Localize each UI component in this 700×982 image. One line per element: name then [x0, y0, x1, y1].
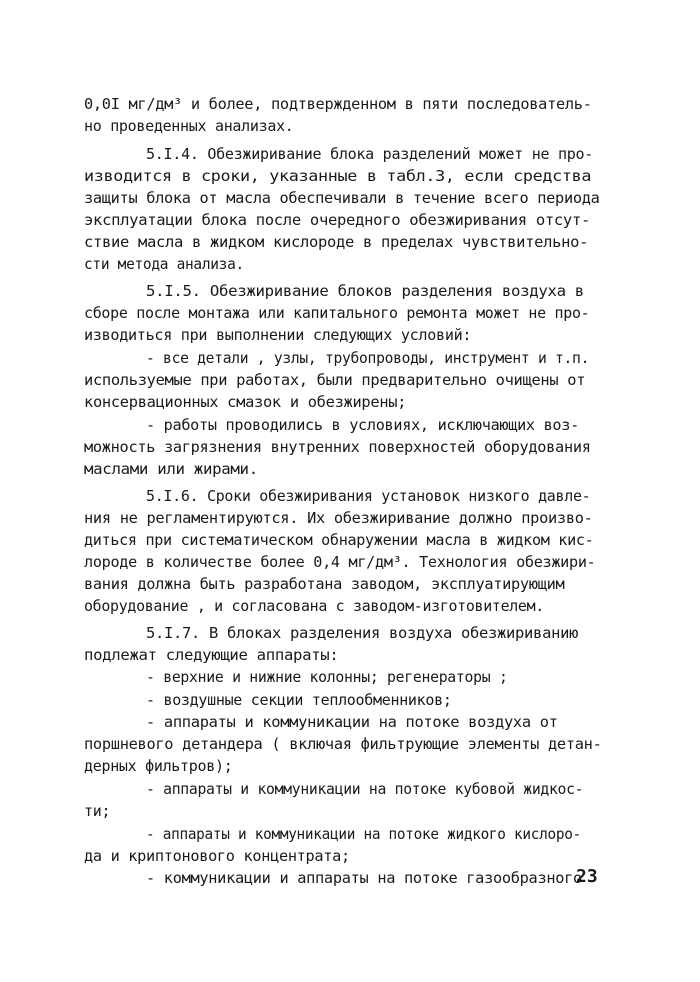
text-line: изводиться при выполнении следующих условий: [84, 326, 472, 344]
text-line: сти метода анализа. [84, 255, 244, 273]
text-line: защиты блока от масла обеспечивали в течение всего периода [84, 189, 600, 207]
text-line: - работы проводились в условиях, исключающих воз- [146, 416, 579, 434]
text-line: 5.I.7. В блоках разделения воздуха обезжириванию [146, 624, 579, 642]
text-line: 5.I.5. Обезжиривание блоков разделения воздуха в [146, 282, 584, 300]
text-line: 5.I.6. Сроки обезжиривания установок низкого давле- [146, 487, 591, 505]
text-line: сборе после монтажа или капитального ремонта может не про- [84, 304, 590, 322]
text-line: - верхние и нижние колонны; регенераторы ; [146, 668, 508, 686]
text-line: эксплуатации блока после очередного обезжиривания отсут- [84, 211, 591, 229]
text-line: изводится в сроки, указанные в табл.3, если средства [84, 167, 592, 185]
text-line: консервационных смазок и обезжирены; [84, 393, 407, 411]
text-line: дерных фильтров); [84, 757, 233, 775]
text-line: - аппараты и коммуникации на потоке кубовой жидкос- [146, 780, 584, 798]
text-line: - воздушные секции теплообменников; [146, 691, 452, 709]
page-number: 23 [576, 866, 598, 887]
text-line: 0,0I мг/дм³ и более, подтвержденном в пяти последователь- [84, 95, 592, 113]
text-line: ти; [84, 802, 111, 820]
text-line: вания должна быть разработана заводом, эксплуатирующим [84, 575, 565, 593]
text-line: ния не регламентируются. Их обезжиривание должно произво- [84, 509, 593, 527]
text-line: подлежат следующие аппараты: [84, 646, 339, 664]
text-line: используемые при работах, были предварительно очищены от [84, 371, 586, 389]
text-line: диться при систематическом обнаружении масла в жидком кис- [84, 531, 594, 549]
text-line: оборудование , и согласована с заводом-изготовителем. [84, 597, 544, 615]
text-line: 5.I.4. Обезжиривание блока разделений может не про- [146, 145, 594, 163]
text-line: - аппараты и коммуникации на потоке жидкого кислоро- [146, 825, 581, 843]
text-line: да и криптонового концентрата; [84, 847, 350, 865]
text-line: лороде в количестве более 0,4 мг/дм³. Технология обезжири- [84, 553, 596, 571]
text-line: но проведенных анализах. [84, 117, 294, 135]
text-line: - коммуникации и аппараты на потоке газообразного [146, 869, 582, 887]
text-line: поршневого детандера ( включая фильтрующие элементы детан- [84, 735, 602, 753]
text-line: ствие масла в жидком кислороде в пределах чувствительно- [84, 233, 589, 251]
text-line: маслами или жирами. [84, 460, 258, 478]
text-line: можность загрязнения внутренних поверхностей оборудования [84, 438, 591, 456]
text-line: - все детали , узлы, трубопроводы, инструмент и т.п. [146, 349, 590, 367]
text-line: - аппараты и коммуникации на потоке воздуха от [146, 713, 558, 731]
